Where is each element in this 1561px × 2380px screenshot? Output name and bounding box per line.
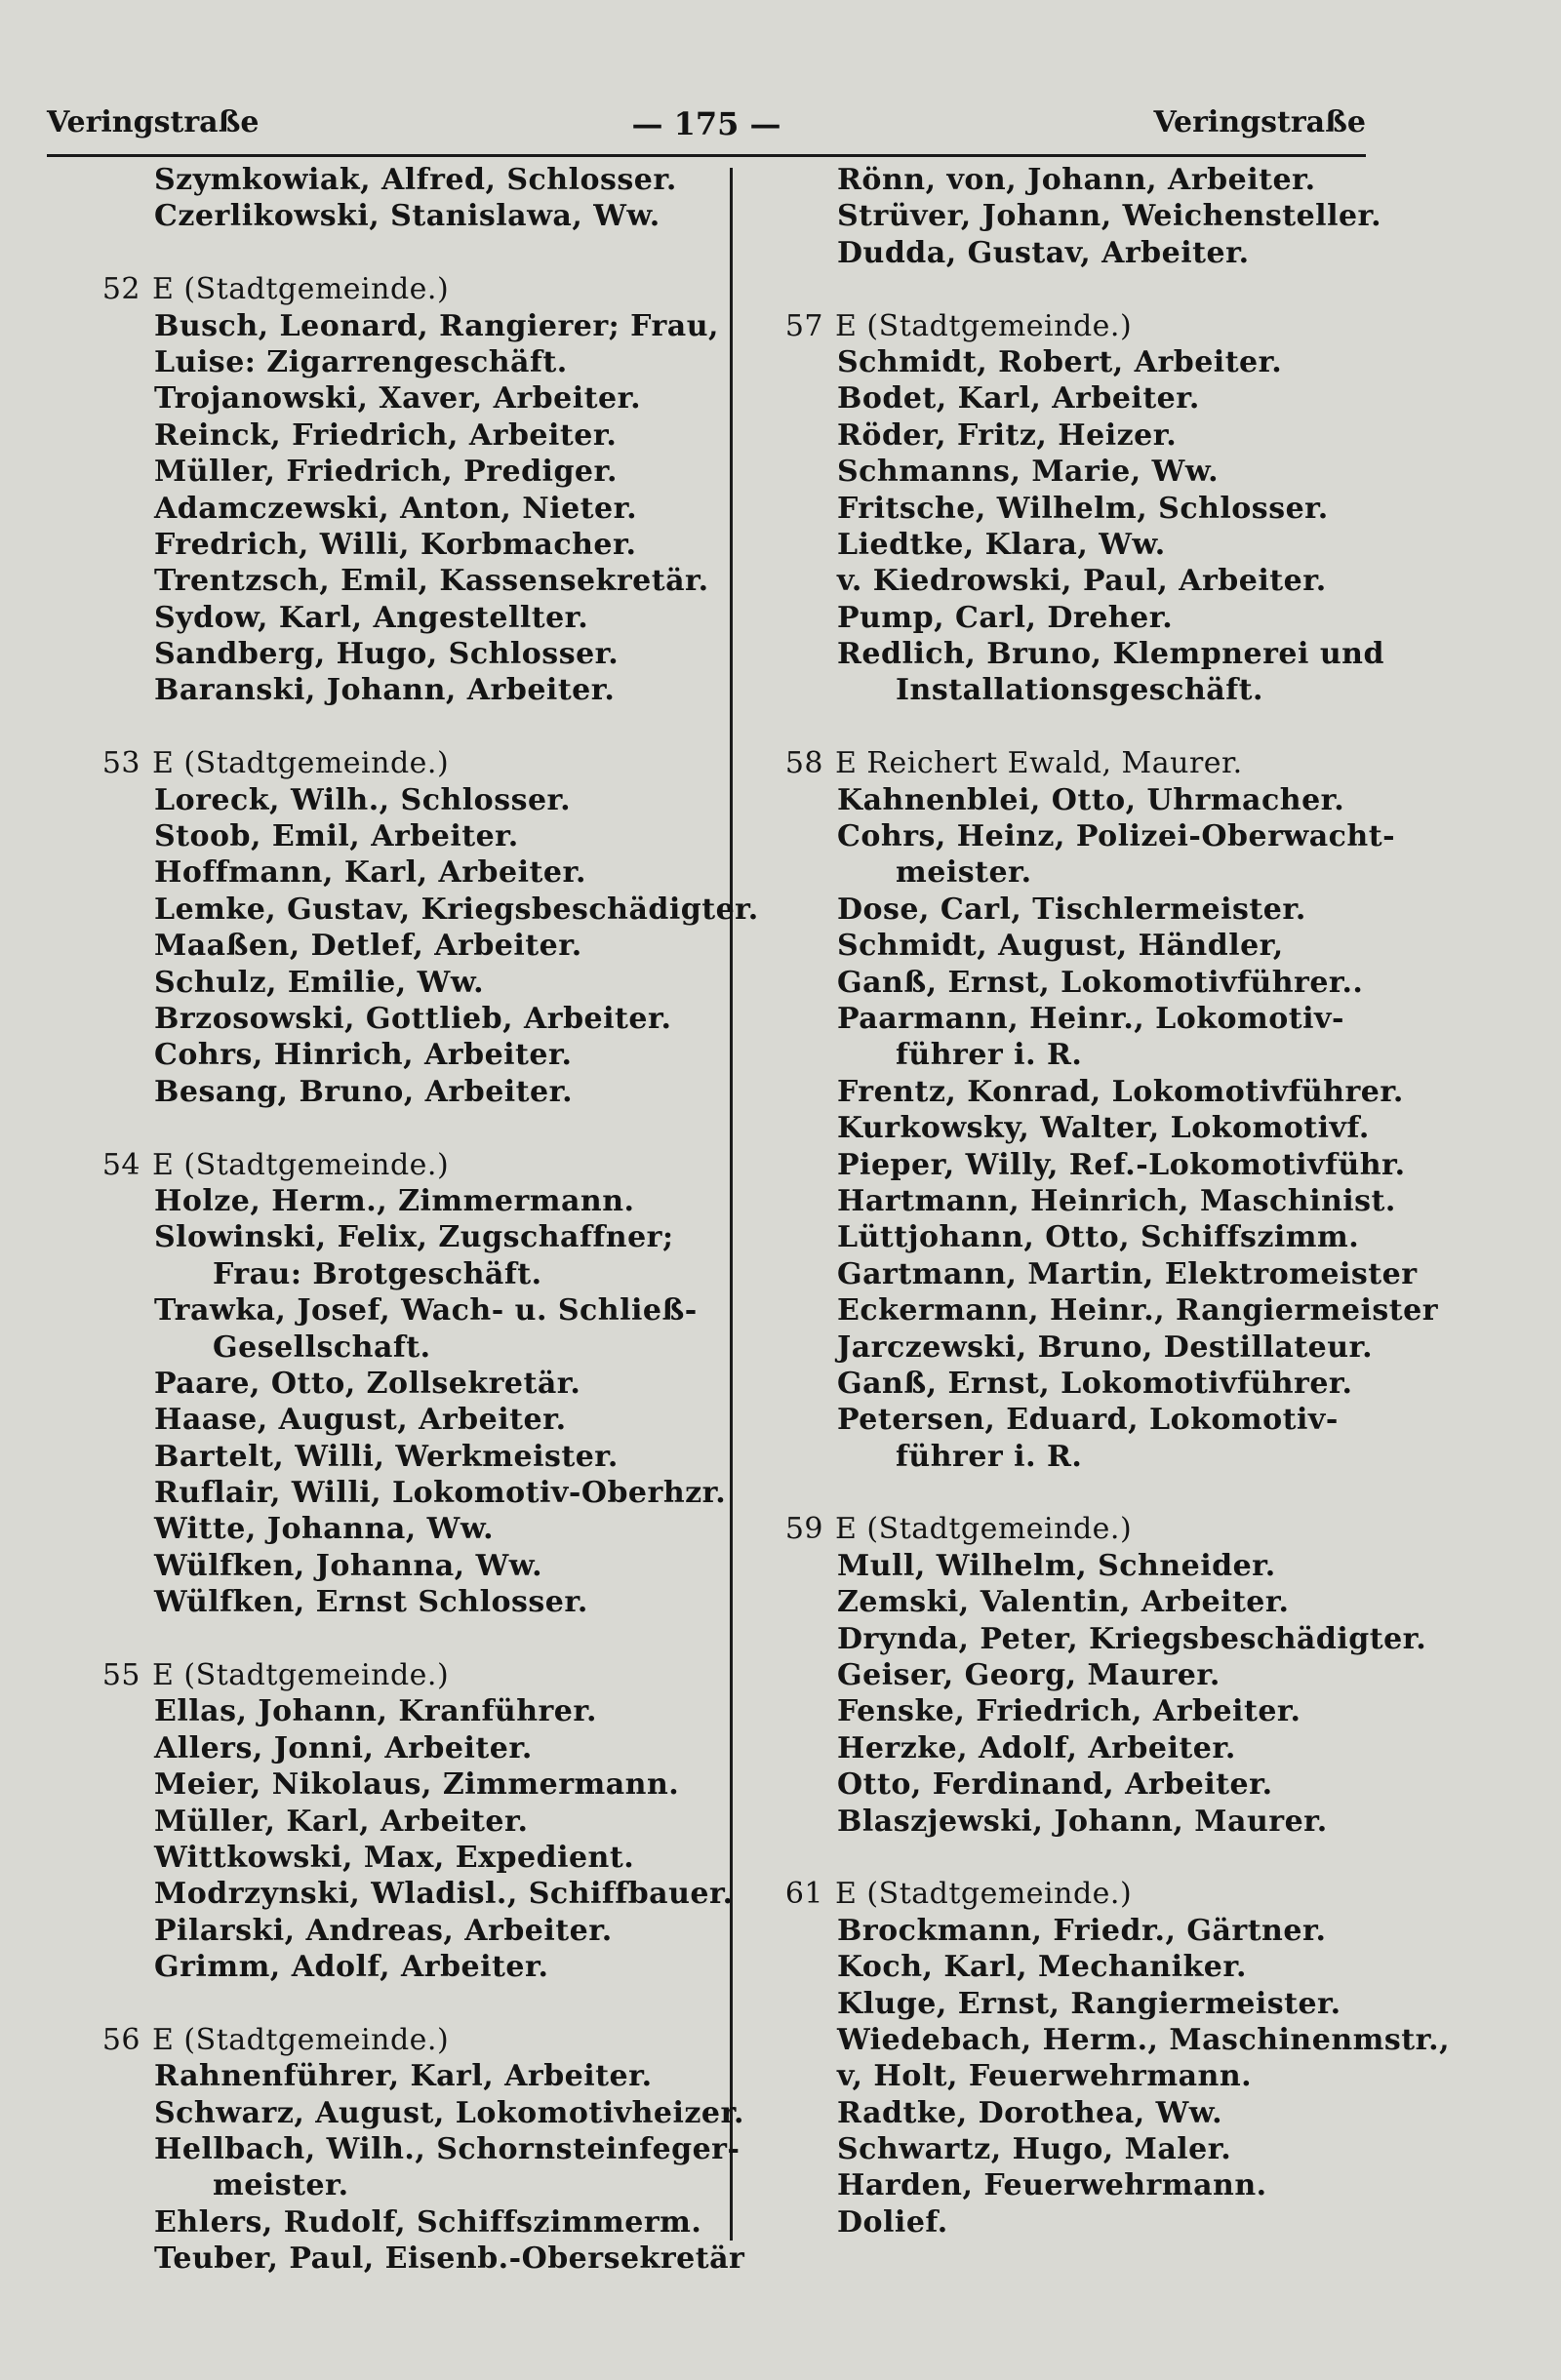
house-number: 53 <box>101 746 140 781</box>
resident-entry: Sandberg, Hugo, Schlosser. <box>154 637 620 672</box>
resident-entry: Wülfken, Johanna, Ww. <box>154 1548 543 1583</box>
resident-entry: Liedtke, Klara, Ww. <box>837 527 1166 562</box>
resident-entry: Maaßen, Detlef, Arbeiter. <box>154 929 582 964</box>
resident-entry: Bodet, Karl, Arbeiter. <box>837 381 1200 416</box>
resident-entry: Herzke, Adolf, Arbeiter. <box>837 1730 1236 1765</box>
resident-entry: Rönn, von, Johann, Arbeiter. <box>837 163 1316 197</box>
house-number: 55 <box>101 1658 140 1693</box>
resident-entry-continuation: Installationsgeschäft. <box>896 673 1263 708</box>
resident-entry-continuation: führer i. R. <box>896 1439 1083 1474</box>
house-owner: E (Stadtgemeinde.) <box>152 746 450 781</box>
house-owner: E (Stadtgemeinde.) <box>152 1147 450 1182</box>
column-divider <box>730 168 733 2241</box>
resident-entry: Cohrs, Hinrich, Arbeiter. <box>154 1038 573 1073</box>
resident-entry: Ganß, Ernst, Lokomotivführer. <box>837 1366 1353 1401</box>
resident-entry: Slowinski, Felix, Zugschaffner; <box>154 1220 674 1255</box>
house-number-heading <box>86 1657 720 1693</box>
house-number: 61 <box>784 1877 823 1912</box>
resident-entry: Schulz, Emilie, Ww. <box>154 965 485 1000</box>
resident-entry: Zemski, Valentin, Arbeiter. <box>837 1585 1290 1620</box>
resident-entry: Wülfken, Ernst Schlosser. <box>154 1585 588 1620</box>
resident-entry-continuation: meister. <box>896 855 1032 891</box>
right-column <box>769 162 1451 2241</box>
resident-entry: Blaszjewski, Johann, Maurer. <box>837 1804 1328 1839</box>
resident-entry: Strüver, Johann, Weichensteller. <box>837 199 1382 234</box>
house-number-heading <box>86 271 720 307</box>
house-owner: E (Stadtgemeinde.) <box>835 308 1133 343</box>
resident-entry-continuation: Gesellschaft. <box>213 1329 431 1365</box>
resident-entry: Pieper, Willy, Ref.-Lokomotivführ. <box>837 1147 1406 1182</box>
resident-entry: Drynda, Peter, Kriegsbeschädigter. <box>837 1621 1427 1656</box>
resident-entry: Allers, Jonni, Arbeiter. <box>154 1730 533 1765</box>
house-number: 52 <box>101 272 140 307</box>
house-owner: E (Stadtgemeinde.) <box>835 1512 1133 1547</box>
resident-entry: v, Holt, Feuerwehrmann. <box>837 2059 1253 2094</box>
resident-entry: Harden, Feuerwehrmann. <box>837 2168 1267 2203</box>
resident-entry: Dolief. <box>837 2204 948 2240</box>
resident-entry: Lemke, Gustav, Kriegsbeschädigter. <box>154 892 759 927</box>
spacer <box>86 1110 720 1146</box>
resident-entry: Baranski, Johann, Arbeiter. <box>154 673 616 708</box>
house-owner: E (Stadtgemeinde.) <box>835 1877 1133 1912</box>
resident-entry: Busch, Leonard, Rangierer; Frau, <box>154 308 719 343</box>
house-owner: E (Stadtgemeinde.) <box>152 272 450 307</box>
resident-entry: Eckermann, Heinr., Rangiermeister <box>837 1293 1439 1329</box>
resident-entry: Cohrs, Heinz, Polizei-Oberwacht- <box>837 819 1396 854</box>
resident-entry: Müller, Friedrich, Prediger. <box>154 455 619 490</box>
resident-entry: Schwarz, August, Lokomotivheizer. <box>154 2095 745 2130</box>
resident-entry: Brockmann, Friedr., Gärtner. <box>837 1913 1327 1948</box>
page-number: — 175 — <box>631 105 781 142</box>
house-owner: E Reichert Ewald, Maurer. <box>835 746 1243 781</box>
house-number-heading <box>86 2022 720 2058</box>
resident-entry: Ellas, Johann, Kranführer. <box>154 1694 597 1729</box>
resident-entry: Koch, Karl, Mechaniker. <box>837 1950 1247 1985</box>
resident-entry: Kurkowsky, Walter, Lokomotivf. <box>837 1111 1370 1146</box>
resident-entry: Reinck, Friedrich, Arbeiter. <box>154 417 618 453</box>
spacer <box>86 1621 720 1657</box>
house-number: 56 <box>101 2022 140 2057</box>
resident-entry: Haase, August, Arbeiter. <box>154 1403 567 1438</box>
resident-entry: Schwartz, Hugo, Maler. <box>837 2132 1232 2167</box>
resident-entry: Paarmann, Heinr., Lokomotiv- <box>837 1001 1344 1036</box>
resident-entry: Fenske, Friedrich, Arbeiter. <box>837 1694 1301 1729</box>
resident-entry: Meier, Nikolaus, Zimmermann. <box>154 1767 680 1803</box>
resident-entry: Holze, Herm., Zimmermann. <box>154 1183 635 1218</box>
spacer <box>86 1986 720 2022</box>
resident-entry: Teuber, Paul, Eisenb.-Obersekretär <box>154 2241 745 2277</box>
resident-entry: Röder, Fritz, Heizer. <box>837 417 1178 453</box>
spacer <box>86 235 720 271</box>
house-number: 54 <box>101 1147 140 1182</box>
resident-entry: Redlich, Bruno, Klempnerei und <box>837 637 1384 672</box>
resident-entry: Rahnenführer, Karl, Arbeiter. <box>154 2059 653 2094</box>
resident-entry: Müller, Karl, Arbeiter. <box>154 1804 529 1839</box>
resident-entry: Kluge, Ernst, Rangiermeister. <box>837 1986 1341 2021</box>
house-number-heading <box>86 745 720 781</box>
resident-entry: Kahnenblei, Otto, Uhrmacher. <box>837 782 1345 817</box>
resident-entry: Czerlikowski, Stanislawa, Ww. <box>154 199 660 234</box>
resident-entry: Schmidt, August, Händler, <box>837 929 1284 964</box>
spacer <box>86 709 720 745</box>
resident-entry: Schmidt, Robert, Arbeiter. <box>837 344 1283 379</box>
resident-entry: Stoob, Emil, Arbeiter. <box>154 819 519 854</box>
resident-entry: Trentzsch, Emil, Kassensekretär. <box>154 564 709 599</box>
running-head-right: Veringstraße <box>1153 105 1366 139</box>
resident-entry: Geiser, Georg, Maurer. <box>837 1658 1221 1693</box>
resident-entry: Trawka, Josef, Wach- u. Schließ- <box>154 1293 698 1329</box>
house-number: 58 <box>784 746 823 781</box>
resident-entry: Adamczewski, Anton, Nieter. <box>154 491 638 526</box>
resident-entry: Modrzynski, Wladisl., Schiffbauer. <box>154 1877 734 1912</box>
spacer <box>769 1840 1374 1876</box>
resident-entry: Hartmann, Heinrich, Maschinist. <box>837 1183 1396 1218</box>
resident-entry: Jarczewski, Bruno, Destillateur. <box>837 1329 1374 1365</box>
resident-entry: Ganß, Ernst, Lokomotivführer.. <box>837 965 1364 1000</box>
running-head-left: Veringstraße <box>47 105 260 139</box>
header-rule <box>47 154 1366 157</box>
resident-entry: Pump, Carl, Dreher. <box>837 600 1174 635</box>
resident-entry: Loreck, Wilh., Schlosser. <box>154 782 572 817</box>
page-header <box>47 105 1366 148</box>
resident-entry: Ehlers, Rudolf, Schiffszimmerm. <box>154 2204 702 2240</box>
resident-entry: v. Kiedrowski, Paul, Arbeiter. <box>837 564 1327 599</box>
resident-entry: Paare, Otto, Zollsekretär. <box>154 1366 581 1401</box>
resident-entry: Luise: Zigarrengeschäft. <box>154 344 568 379</box>
house-owner: E (Stadtgemeinde.) <box>152 1658 450 1693</box>
house-number: 59 <box>784 1512 823 1547</box>
resident-entry: Trojanowski, Xaver, Arbeiter. <box>154 381 642 416</box>
resident-entry: Dose, Carl, Tischlermeister. <box>837 892 1306 927</box>
resident-entry: Gartmann, Martin, Elektromeister <box>837 1256 1418 1291</box>
resident-entry: Otto, Ferdinand, Arbeiter. <box>837 1767 1273 1803</box>
resident-entry: Schmanns, Marie, Ww. <box>837 455 1220 490</box>
resident-entry: Petersen, Eduard, Lokomotiv- <box>837 1403 1339 1438</box>
house-number-heading <box>86 1147 720 1183</box>
resident-entry: Fredrich, Willi, Korbmacher. <box>154 527 637 562</box>
resident-entry: Mull, Wilhelm, Schneider. <box>837 1548 1276 1583</box>
resident-entry: Witte, Johanna, Ww. <box>154 1512 495 1547</box>
resident-entry: Radtke, Dorothea, Ww. <box>837 2095 1223 2130</box>
resident-entry-continuation: Frau: Brotgeschäft. <box>213 1256 542 1291</box>
resident-entry: Frentz, Konrad, Lokomotivführer. <box>837 1074 1404 1109</box>
resident-entry: Bartelt, Willi, Werkmeister. <box>154 1439 619 1474</box>
resident-entry: Dudda, Gustav, Arbeiter. <box>837 235 1250 270</box>
resident-entry: Hellbach, Wilh., Schornsteinfeger- <box>154 2132 740 2167</box>
resident-entry: Wiedebach, Herm., Maschinenmstr., <box>837 2022 1451 2057</box>
spacer <box>769 1475 1374 1511</box>
resident-entry: Pilarski, Andreas, Arbeiter. <box>154 1913 613 1948</box>
spacer <box>769 271 1374 307</box>
resident-entry: Wittkowski, Max, Expedient. <box>154 1840 635 1875</box>
resident-entry: Ruflair, Willi, Lokomotiv-Oberhzr. <box>154 1476 727 1511</box>
resident-entry: Fritsche, Wilhelm, Schlosser. <box>837 491 1329 526</box>
resident-entry: Hoffmann, Karl, Arbeiter. <box>154 855 586 891</box>
resident-entry: Szymkowiak, Alfred, Schlosser. <box>154 163 677 197</box>
house-number: 57 <box>784 308 823 343</box>
house-owner: E (Stadtgemeinde.) <box>152 2022 450 2057</box>
resident-entry: Lüttjohann, Otto, Schiffszimm. <box>837 1220 1360 1255</box>
resident-entry: Sydow, Karl, Angestellter. <box>154 600 589 635</box>
spacer <box>769 709 1374 745</box>
resident-entry: Brzosowski, Gottlieb, Arbeiter. <box>154 1001 672 1036</box>
house-number-heading <box>769 745 1374 781</box>
house-number-heading <box>769 1511 1374 1547</box>
resident-entry: Grimm, Adolf, Arbeiter. <box>154 1950 549 1985</box>
house-number-heading <box>769 308 1374 344</box>
resident-entry-continuation: führer i. R. <box>896 1038 1083 1073</box>
resident-entry: Besang, Bruno, Arbeiter. <box>154 1074 574 1109</box>
left-column <box>86 162 759 2278</box>
house-number-heading <box>769 1876 1374 1912</box>
resident-entry-continuation: meister. <box>213 2168 349 2203</box>
